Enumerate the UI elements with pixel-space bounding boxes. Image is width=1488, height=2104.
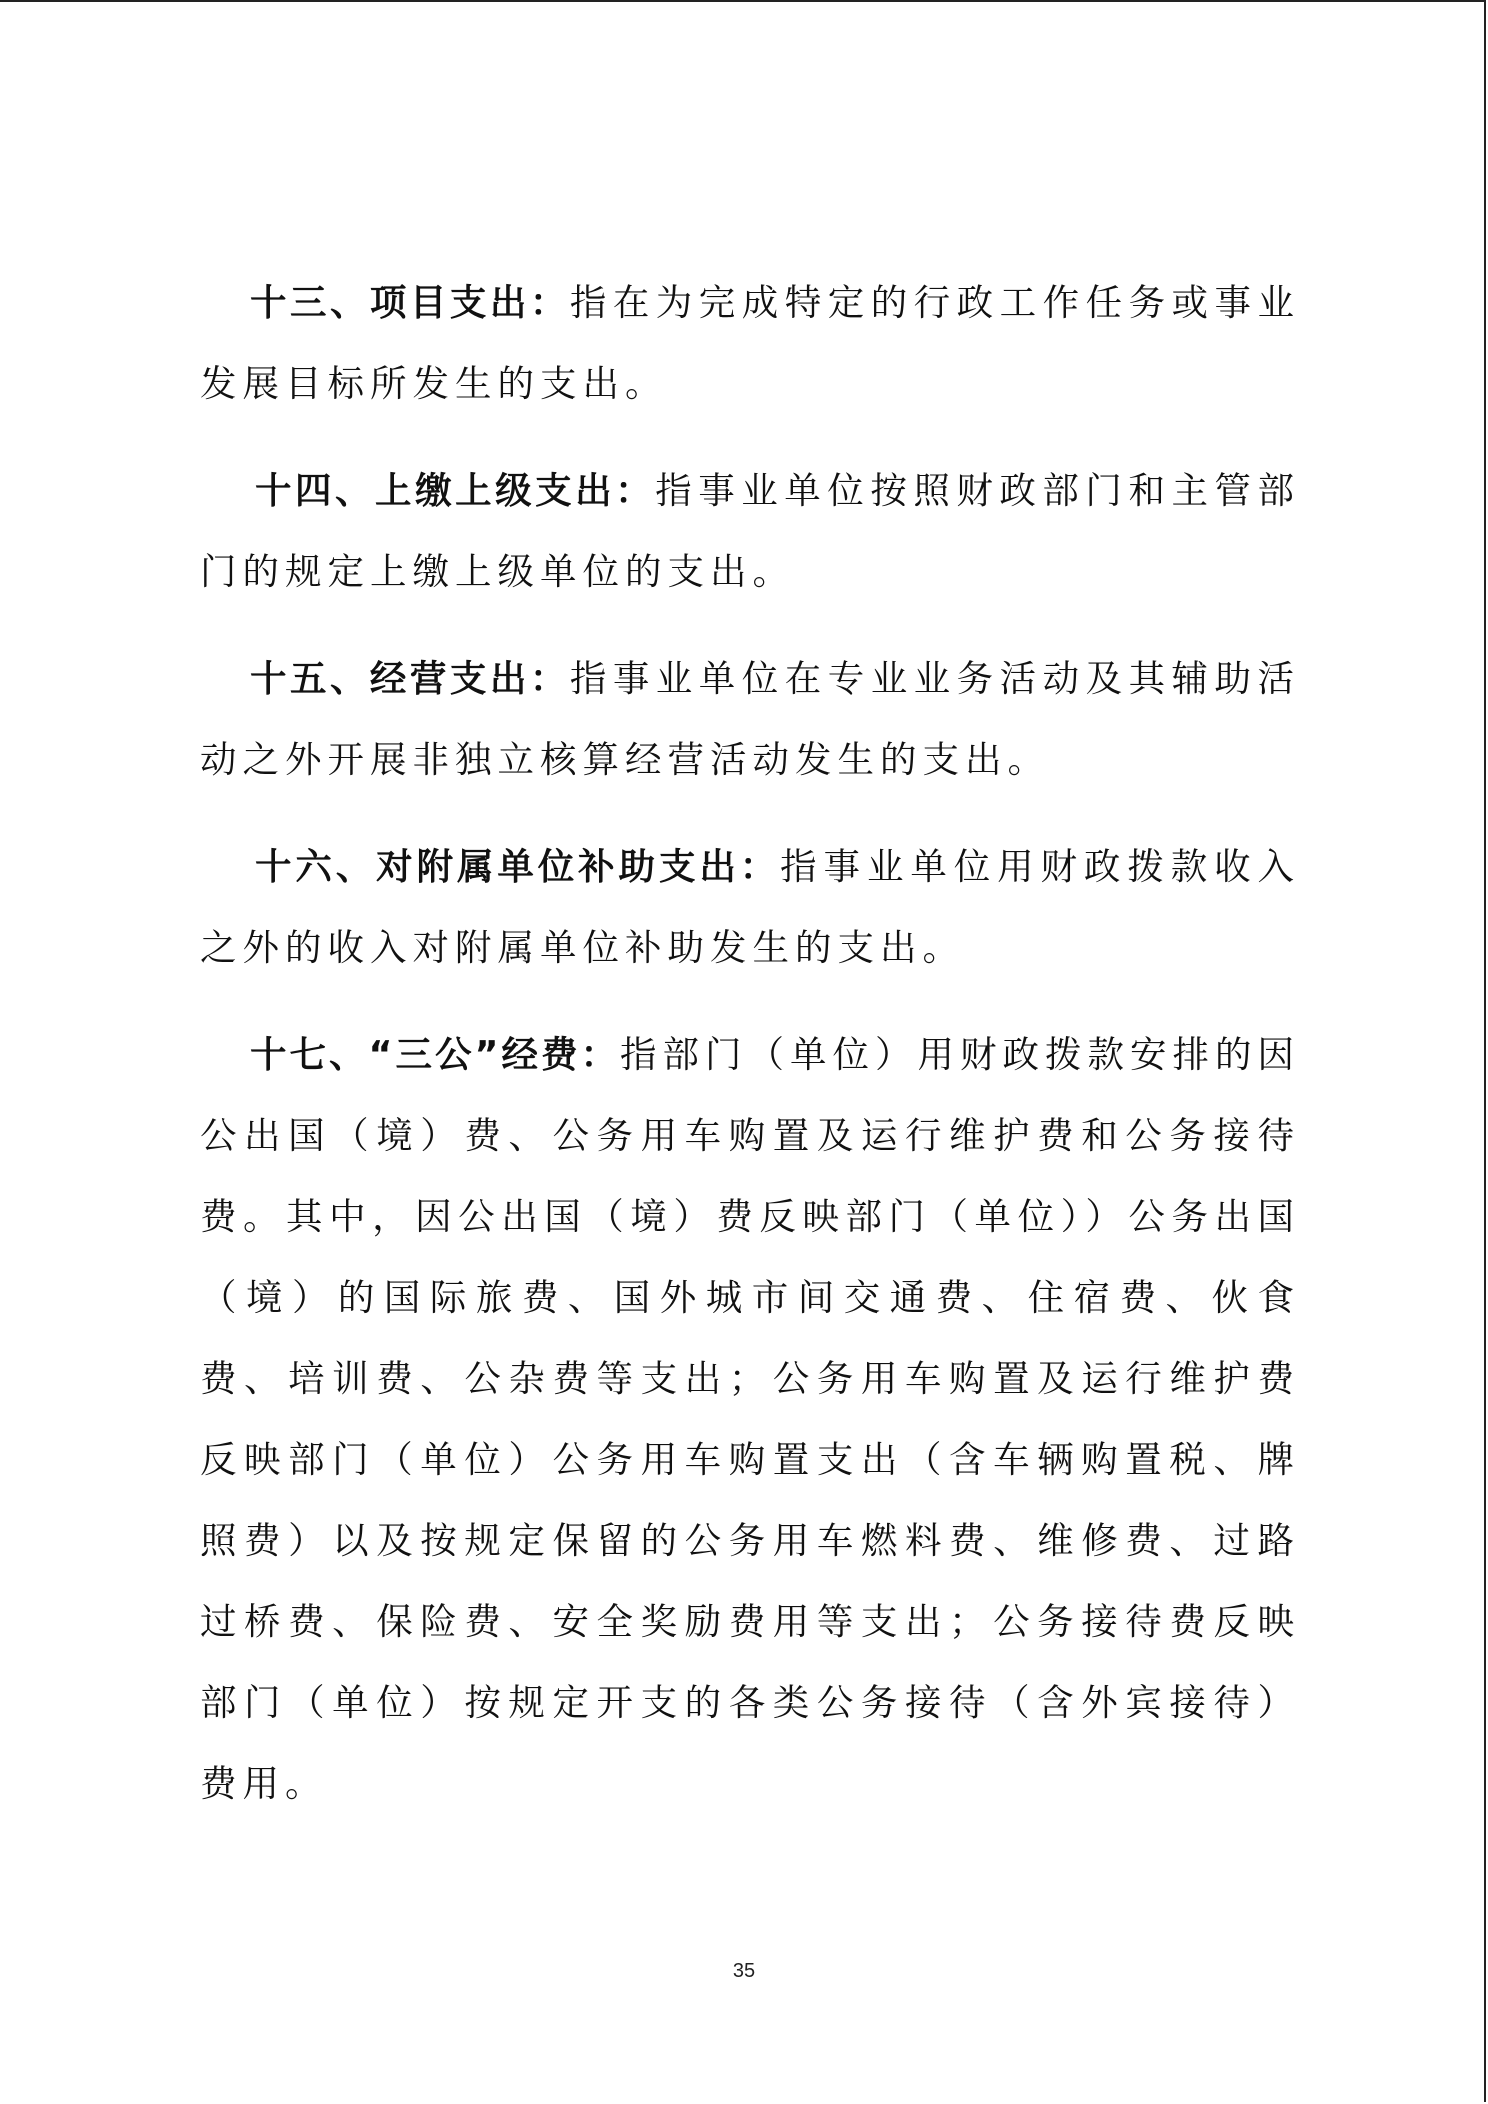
paragraph-item-13 — [200, 262, 1300, 424]
page-number: 35 — [732, 1960, 756, 1982]
term-definition: 指事业单位在专业业务活动及其辅助活动之外开展非独立核算经营活动发生的支出。 — [200, 657, 1301, 781]
term-definition: 指事业单位用财政拨款收入之外的收入对附属单位补助发生的支出。 — [200, 845, 1301, 969]
document-body — [200, 262, 1300, 1850]
term-heading: 十六、对附属单位补助支出： — [255, 845, 781, 888]
paragraph-item-14 — [200, 450, 1300, 612]
term-heading: 十三、项目支出： — [250, 281, 570, 324]
paragraph-item-16 — [200, 826, 1300, 988]
paragraph-item-15 — [200, 638, 1300, 800]
term-heading: 十七、“三公”经费： — [250, 1033, 620, 1076]
term-heading: 十四、上缴上级支出： — [255, 469, 656, 512]
term-definition: 指事业单位按照财政部门和主管部门的规定上缴上级单位的支出。 — [200, 469, 1301, 593]
term-heading: 十五、经营支出： — [250, 657, 570, 700]
paragraph-item-17 — [200, 1014, 1300, 1824]
term-definition: 指部门（单位）用财政拨款安排的因公出国（境）费、公务用车购置及运行维护费和公务接待费。其中，因公出国（境）费反映部门（单位））公务出国（境）的国际旅费、国外城市间交通费、住宿费、伙食费、培训费、公杂费等支出；公务用车购置及运行维护费反映部门（单位）公务用车购置支出（含车辆购置税、牌照费）以及按规定保留的公务用车燃料费、维修费、过路过桥费、保险费、安全奖励费用等支出；公务接待费反映部门（单位）按规定开支的各类公务接待（含外宾接待）费用。 — [200, 1033, 1300, 1805]
term-definition: 指在为完成特定的行政工作任务或事业发展目标所发生的支出。 — [200, 281, 1301, 405]
